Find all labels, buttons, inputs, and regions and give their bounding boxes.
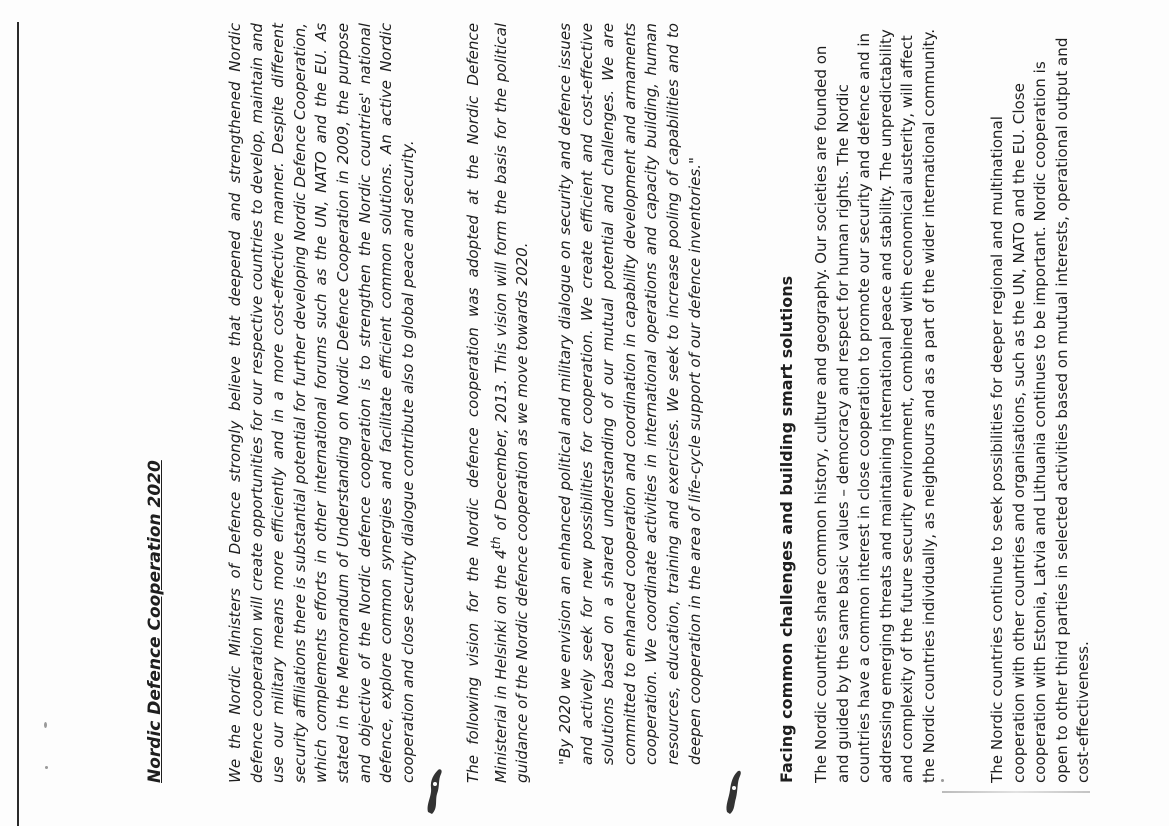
section-paragraph-1: The Nordic countries share common history, culture and geography. Our societies are founded on and guided by the same basic values – democracy and respect for human rights. The Nordic countries have a common interest in close cooperation to promote our security and defence and in addressing emerging threats and maintaining international peace and stability. The unpredictability and complexity of the future security environment, combined with economical austerity, will affect the Nordic countries individually, as neighbours and as a part of the wider international community. [812,28,938,783]
vision-superscript: th [487,536,503,550]
rotated-text-layer [145,22,1093,783]
vision-text-prefix: The following vision for the Nordic defence cooperation was adopted at the Nordic Defence Ministerial in Helsinki on the 4 [464,23,510,783]
section-heading: Facing common challenges and building smart solutions [777,275,796,783]
intro-paragraph: We the Nordic Ministers of Defence strongly believe that deepened and strengthened Nordic defence cooperation will create opportunities for our respective countries to develop, maintain and use our military means more efficiently and in a more cost-effective manner. Despite different security affiliations there is substantial potential for further developing Nordic Defence Cooperation, which complements efforts in other international forums such as the UN, NATO and the EU. As stated in the Memorandum of Understanding on Nordic Defence Cooperation in 2009, the purpose and objective of the Nordic defence cooperation is to strengthen the Nordic countries' national defence, explore common synergies and facilitate efficient common solutions. An active Nordic cooperation and close security dialogue contribute also to global peace and security. [226,23,417,783]
vision-text-suffix: of December, 2013. This vision will form the basis for the political guidance of the Nordic defence cooperation as we move towards 2020. [491,22,532,783]
vision-quote: "By 2020 we envision an enhanced political and military dialogue on security and defence issues and actively seek for new possibilities for cooperation. We create efficient and cost-effective solutions based on a shared understanding of our mutual potential and challenges. We are committed to enhanced cooperation and coordination in capability development and armaments cooperation. We coordinate activities in international operations and capacity building, human resources, education, training and exercises. We seek to increase pooling of capabilities and to deepen cooperation in the area of life-cycle support of our defence inventories." [556,23,704,765]
document-title: Nordic Defence Cooperation 2020 [145,460,165,783]
section-paragraph-2: The Nordic countries continue to seek possibilities for deeper regional and multinational cooperation with other countries and organisations, such as the UN, NATO and the EU. Close cooperation with Estonia, Latvia and Lithuania continues to be important. Nordic cooperation is open to other third parties in selected activities based on mutual interests, operational output and cost-effectiveness. [988,37,1093,783]
vision-paragraph [463,23,534,783]
document-body [145,22,1093,783]
binder-edge-line [17,22,19,826]
scan-speck [45,766,48,769]
scan-streak [942,791,1090,793]
scan-speck [44,722,47,728]
